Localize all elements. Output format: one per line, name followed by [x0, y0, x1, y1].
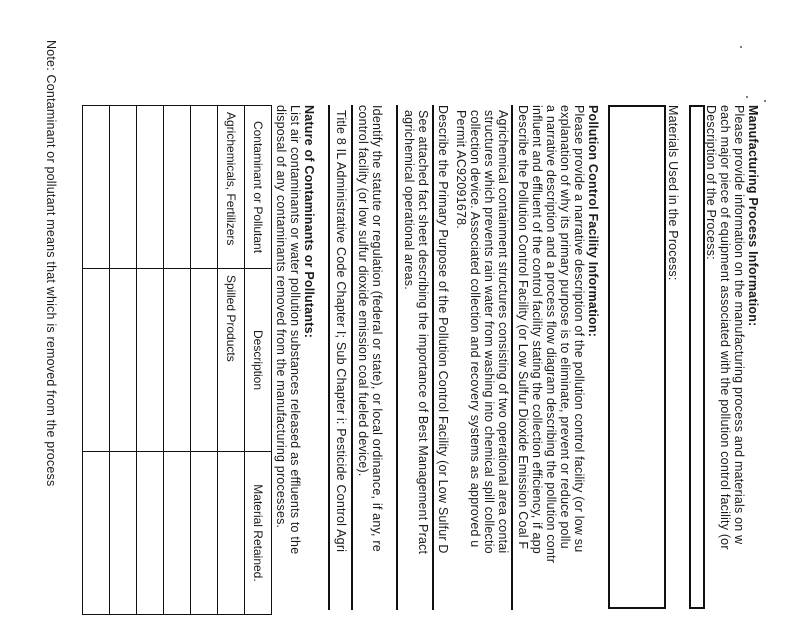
table-cell	[83, 106, 110, 269]
table-cell	[164, 106, 191, 269]
table-row	[218, 106, 245, 615]
pollution-control-instruction-line: influent and effluent of the control facility stating the collection efficiency, if app	[530, 105, 544, 554]
table-row	[191, 106, 218, 615]
materials-used-box	[608, 105, 666, 609]
table-cell	[137, 452, 164, 615]
table-row	[164, 106, 191, 615]
table-cell	[110, 269, 137, 452]
facility-description-answer: Permit AC92091678.	[454, 110, 468, 229]
pollution-control-heading: Pollution Control Facility Information:	[586, 105, 600, 338]
table-cell	[191, 452, 218, 615]
table-cell	[83, 269, 110, 452]
pollution-control-instruction-line: a narrative description and a process flow diagram describing the pollution contr	[544, 105, 558, 564]
scan-speck	[764, 100, 766, 102]
table-cell	[83, 452, 110, 615]
section-rule	[396, 105, 398, 610]
manufacturing-instruction-line: Please provide information on the manufacturing process and materials on w	[732, 105, 746, 545]
pollution-control-instruction-line: explanation of why its primary purpose is to eliminate, prevent or reduce pollu	[558, 105, 572, 549]
describe-facility-label: Describe the Pollution Control Facility (or Low Sulfur Dioxide Emission Coal F	[516, 105, 530, 550]
table-cell	[164, 452, 191, 615]
statute-instruction-line: Identify the statute or regulation (federal or state), or local ordinance, if any, re	[370, 105, 384, 552]
section-rule	[432, 105, 434, 610]
process-description-label: Description of the Process:	[704, 105, 718, 260]
materials-used-label: Materials Used in the Process:	[666, 105, 680, 281]
process-description-box	[689, 105, 705, 609]
table-cell: Spilled Products	[218, 269, 245, 452]
pollution-control-instruction-line: Please provide a narrative description of the pollution control facility (or low su	[572, 105, 586, 553]
primary-purpose-label: Describe the Primary Purpose of the Pollution Control Facility (or Low Sulfur D	[436, 105, 450, 554]
table-cell	[218, 452, 245, 615]
scan-speck	[746, 96, 748, 98]
primary-purpose-answer: See attached fact sheet describing the importance of Best Management Pract	[416, 110, 430, 555]
statute-instruction-line: control facility (or low sulfur dioxide emission coal fueled device).	[356, 105, 370, 477]
section-rule	[511, 105, 513, 610]
table-row	[137, 106, 164, 615]
manufacturing-instruction-line: each major piece of equipment associated with the pollution control facility (or	[718, 105, 732, 550]
contaminants-instruction-line: disposal of any contaminants removed from the manufacturing processes.	[274, 105, 288, 529]
table-row	[110, 106, 137, 615]
table-cell: Agrichemicals, Fertilizers	[218, 106, 245, 269]
facility-description-answer: structures which prevents rain water from washing into chemical spill collectio	[482, 110, 496, 554]
contaminant-note: Note: Contaminant or pollutant means that which is removed from the process	[44, 40, 58, 487]
facility-description-answer: collection device. Associated collection and recovery systems as approved u	[468, 110, 482, 548]
table-row	[83, 106, 110, 615]
statute-answer: Title 8 IL Administrative Code Chapter I; Sub Chapter i: Pesticide Control Agri	[334, 110, 348, 553]
section-rule	[351, 105, 353, 610]
primary-purpose-answer: agrichemical operational areas.	[402, 110, 416, 290]
table-header-row	[245, 106, 272, 615]
table-cell	[164, 269, 191, 452]
section-rule	[328, 105, 330, 610]
table-cell	[110, 106, 137, 269]
contaminants-table	[82, 105, 272, 615]
column-header: Description	[245, 269, 272, 452]
manufacturing-heading: Manufacturing Process Information:	[746, 105, 760, 327]
table-cell	[191, 106, 218, 269]
table-cell	[191, 269, 218, 452]
facility-description-answer: Agrichemical containment structures consisting of two operational area contai	[496, 110, 510, 554]
table-cell	[110, 452, 137, 615]
contaminants-instruction-line: List air contaminants or water pollution substances released as effluents to the	[288, 105, 302, 555]
scan-speck	[740, 46, 742, 48]
column-header: Contaminant or Pollutant	[245, 106, 272, 269]
column-header: Material Retained.	[245, 452, 272, 615]
table-cell	[137, 269, 164, 452]
table-cell	[137, 106, 164, 269]
contaminants-heading: Nature of Contaminants or Pollutants:	[302, 105, 316, 339]
